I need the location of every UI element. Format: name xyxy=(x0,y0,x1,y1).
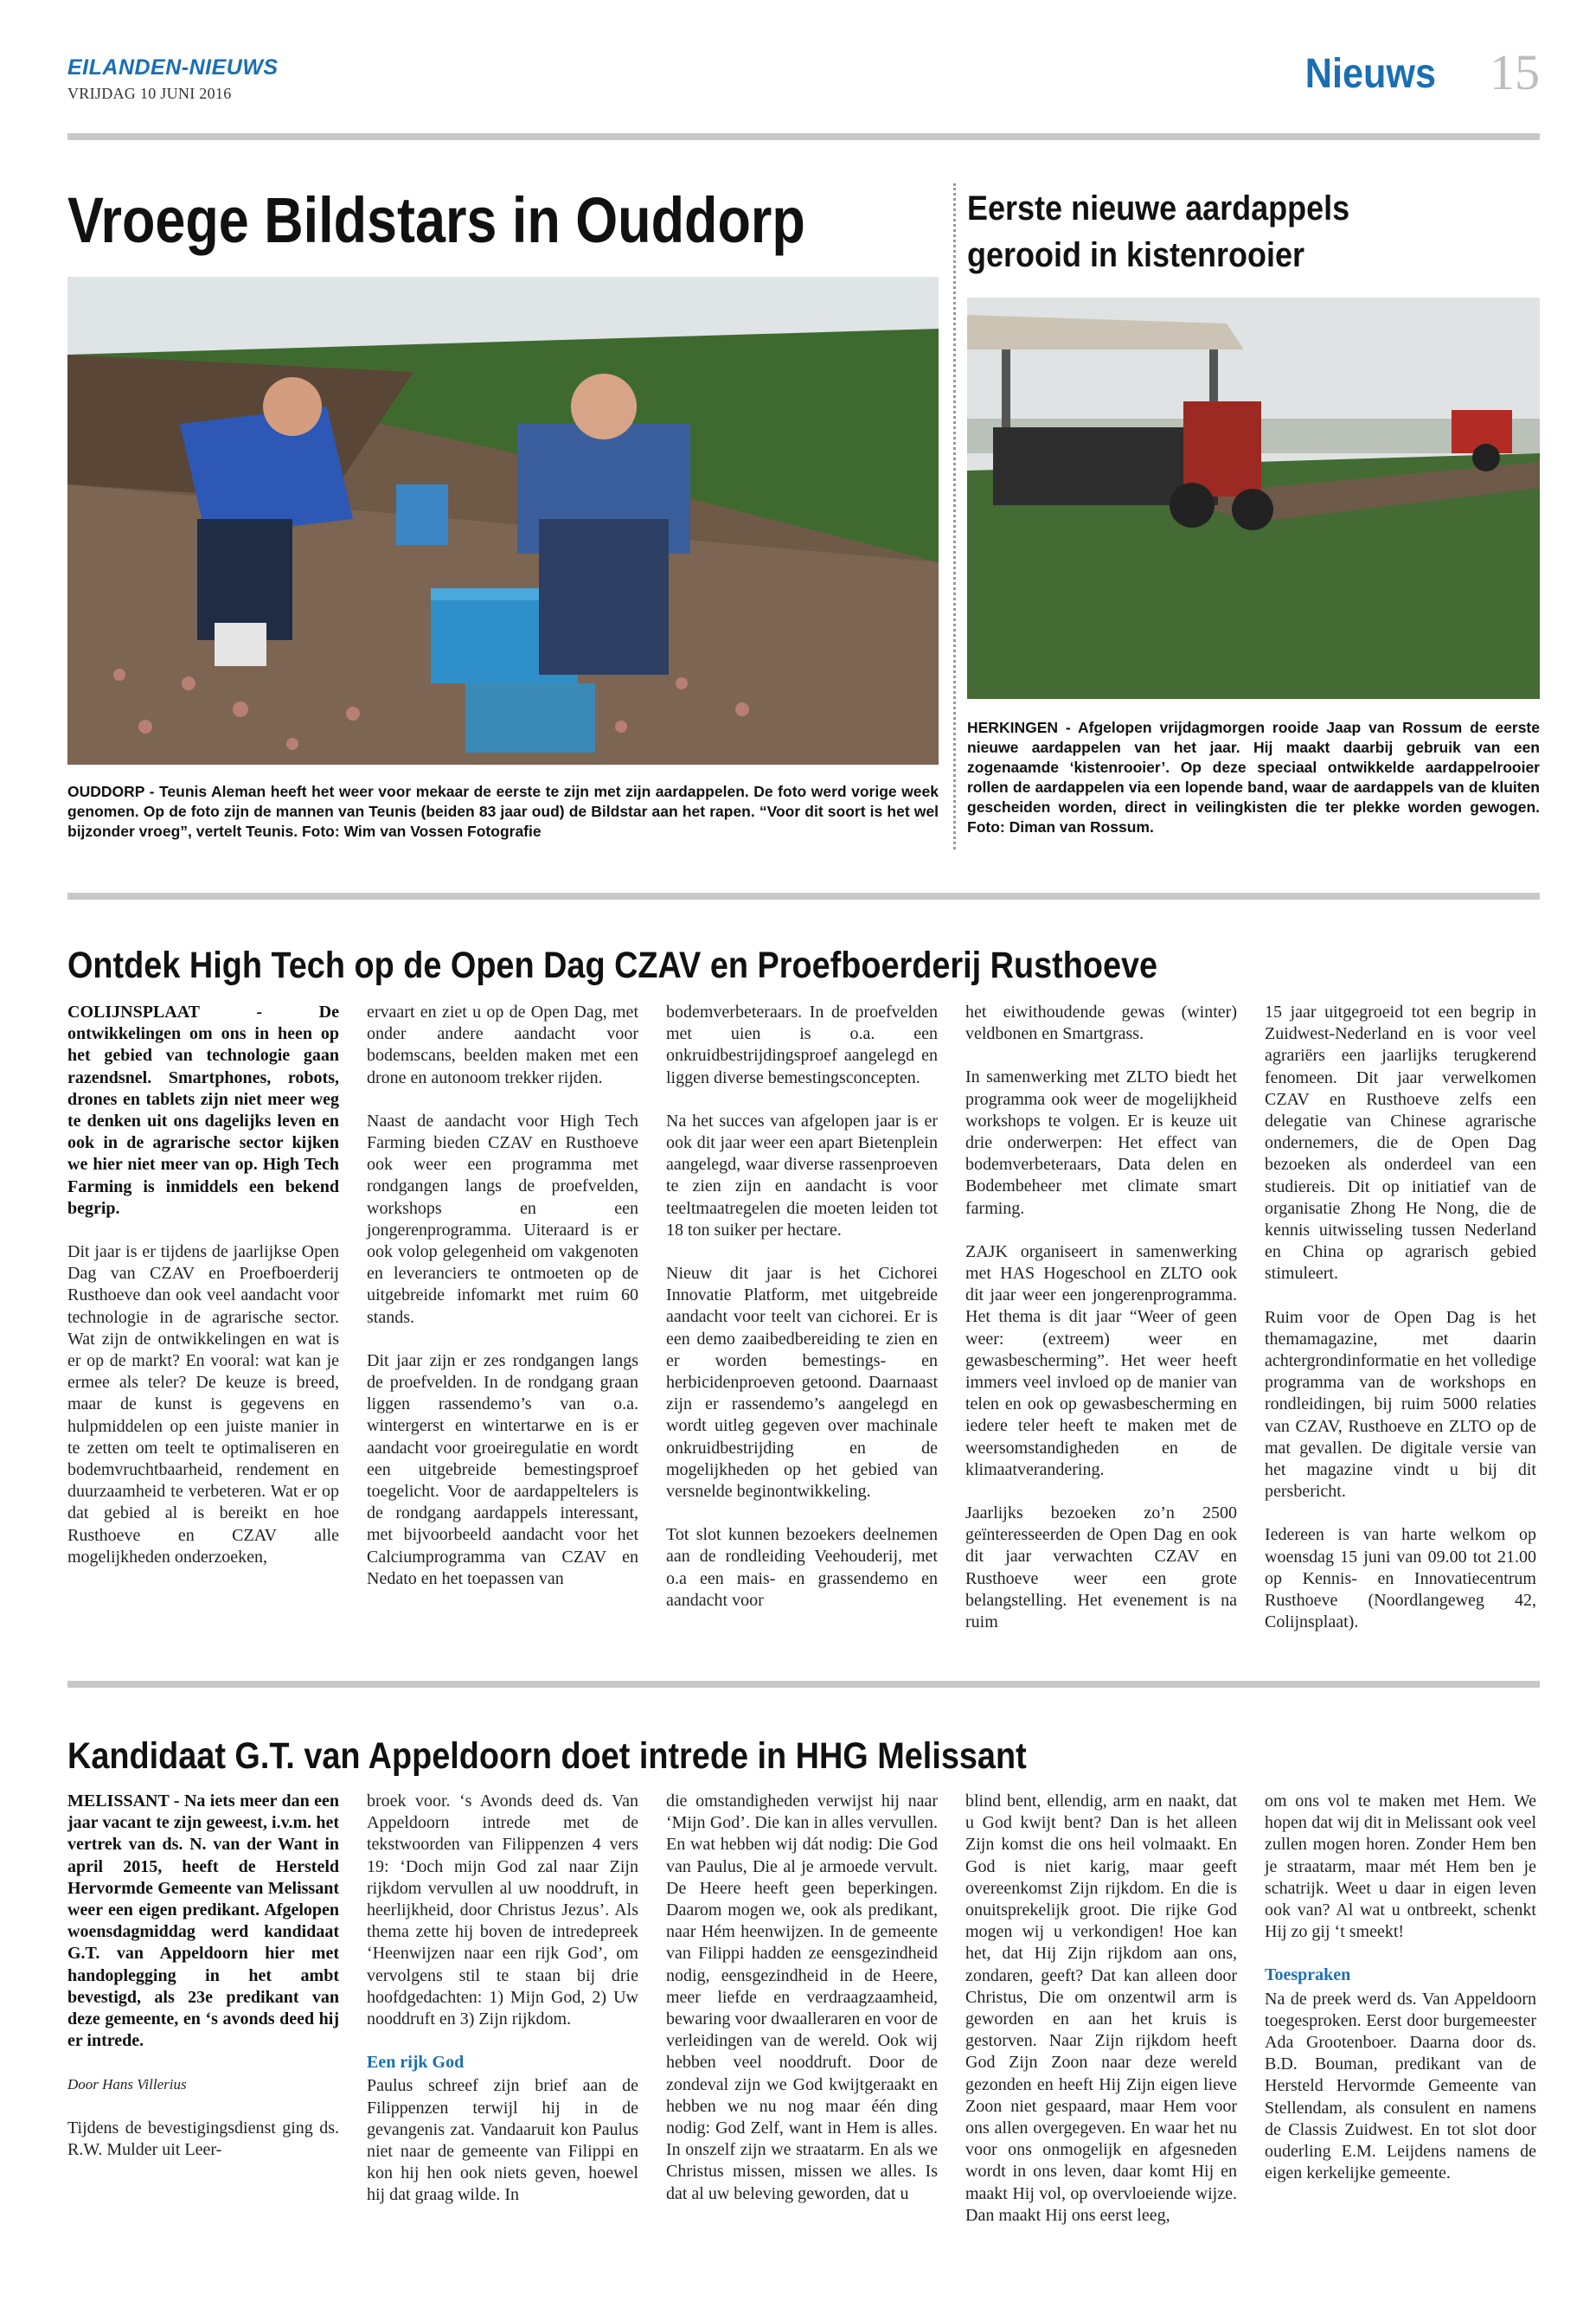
article3-lead: COLIJNSPLAAT - De ontwikkelingen om ons in heen op het gebied van technologie gaan razendsnel. Smartphones, robots, drones en tablets zijn niet meer weg te denken uit ons dagelijks leven en ook in de agrarische sector kijken we hier niet meer van op. High Tech Farming is inmiddels een bekend begrip. xyxy=(67,1003,339,1218)
article3-paragraph: ervaart en ziet u op de Open Dag, met onder andere aandacht voor bodemscans, beelden maken met een drone en autonoom trekker rijden. xyxy=(367,1003,638,1087)
article4-title: Kandidaat G.T. van Appeldoorn doet intrede in HHG Melissant xyxy=(67,1735,1027,1777)
issue-date: VRIJDAG 10 JUNI 2016 xyxy=(67,85,232,102)
article1-caption: OUDDORP - Teunis Aleman heeft het weer voor mekaar de eerste te zijn met zijn aardappelen. De foto werd vorige week genomen. Op de foto zijn de mannen van Teunis (beiden 83 jaar oud) de Bildstar aan het rapen. “Voor dit soort is het wel bijzonder vroeg”, vertelt Teunis. Foto: Wim van Vossen Fotografie xyxy=(67,783,939,840)
article3-paragraph: 15 jaar uitgegroeid tot een begrip in Zuidwest-Nederland en is voor veel agrariërs een jaarlijks terugkerend fenomeen. Dit jaar verwelkomen CZAV en Rusthoeve zelfs een delegatie van Chinese agrarische ondernemers, die de Open Dag bezoeken als onderdeel van een studiereis. Dit op initiatief van de organisatie Zhong He Nong, die de kennis uitwisseling tussen Nederland en China op agrarisch gebied stimuleert. xyxy=(1265,1003,1536,1284)
section-rule xyxy=(67,893,1540,900)
article3-paragraph: het eiwithoudende gewas (winter) veldbonen en Smartgrass. xyxy=(965,1003,1237,1044)
page-number: 15 xyxy=(1490,44,1540,100)
article1-photo xyxy=(67,277,939,765)
article3-paragraph: Naast de aandacht voor High Tech Farming bieden CZAV en Rusthoeve ook weer een programma met rondgangen langs de proefvelden, workshops en een jongerenprogramma. Uiteraard is er ook volop gelegenheid om vakgenoten en leveranciers te ontmoeten op de uitgebreide infomarkt met ruim 60 stands. xyxy=(367,1111,638,1327)
article4-subheading: Een rijk God xyxy=(367,2053,465,2073)
article3-paragraph: In samenwerking met ZLTO biedt het programma ook weer de mogelijkheid workshops te volgen. Er is keuze uit drie onderwerpen: Het effect van bodemverbeteraars, Data delen en Bodembeheer met climate smart farming. xyxy=(965,1067,1237,1218)
article3-paragraph: bodemverbeteraars. In de proefvelden met uien is o.a. een onkruidbestrijdingsproef aangelegd en liggen diverse bemestingsconcepten. xyxy=(666,1003,938,1087)
article3-paragraph: ZAJK organiseert in samenwerking met HAS Hogeschool en ZLTO ook dit jaar weer een jongerenprogramma. Het thema is dit jaar “Weer of geen weer: (extreem) weer en gewasbescherming”. Het weer heeft immers veel invloed op de manier van telen en ook op gewasbescherming en iedere teler heeft te maken met de weersomstandigheden en de klimaatverandering. xyxy=(965,1241,1237,1479)
article3-paragraph: Jaarlijks bezoeken zo’n 2500 geïnteresseerden de Open Dag en ook dit jaar verwachten CZAV en Rusthoeve weer een grote belangstelling. Het evenement is na ruim xyxy=(965,1503,1237,1632)
article3-column-3 xyxy=(666,1002,938,1633)
article3-paragraph: Nieuw dit jaar is het Cichorei Innovatie Platform, met uitgebreide aandacht voor teelt van cichorei. Er is een demo zaaibedbereiding te zien en er worden bemestings- en herbicidenproeven getoond. Daarnaast zijn er rassendemo’s aangelegd en wordt uitleg gegeven over machinale onkruidbestrijding en de mogelijkheden op het gebied van versnelde beginontwikkeling. xyxy=(666,1264,938,1502)
article2-title: Eerste nieuwe aardappels gerooid in kistenrooier xyxy=(967,189,1350,274)
column-divider xyxy=(953,183,956,849)
article1-title: Vroege Bildstars in Ouddorp xyxy=(67,184,805,256)
masthead-logo: EILANDEN-NIEUWS xyxy=(67,55,279,80)
article4-paragraph: die omstandigheden verwijst hij naar ‘Mijn God’. Die kan in alles vervullen. En wat hebben wij dát nodig: Die God van Paulus, Die al je armoede vervult. De Heere heeft geen beperkingen. Daarom mogen we, ook als predikant, naar Hém heenwijzen. In de gemeente van Filippi hadden ze eensgezindheid nodig, eensgezindheid in de Heere, meer liefde en verdraagzaamheid, bewaring voor dwaalleraren en voor de verleidingen van de wereld. Ook wij hebben veel nooddruft. Door de zondeval zijn we God kwijtgeraakt en hebben we nu nog maar één ding nodig: God Zelf, want in Hem is alles. In onszelf zijn we straatarm. En als we Christus missen, missen we alles. Is dat al uw beleving geworden, dat u xyxy=(666,1791,938,2203)
article4-column-5 xyxy=(1265,1791,1536,2206)
article4-subheading: Toespraken xyxy=(1265,1965,1351,1985)
article4-column-3 xyxy=(666,1791,938,2227)
section-rule xyxy=(67,1681,1540,1688)
article2-caption: HERKINGEN - Afgelopen vrijdagmorgen rooide Jaap van Rossum de eerste nieuwe aardappelen van het jaar. Hij maakt daarbij gebruik van een zogenaamde ‘kistenrooier’. Op deze speciaal ontwikkelde aardappelrooier rollen de aardappelen via een lopende band, waar de aardappels van de kluiten gescheiden worden, direct in veilingkisten die ter plekke worden gewogen. Foto: Diman van Rossum. xyxy=(967,719,1540,836)
article2-photo xyxy=(967,298,1540,699)
article3-column-2 xyxy=(367,1002,638,1612)
article3-column-4 xyxy=(965,1002,1237,1655)
article4-column-2 xyxy=(367,1791,638,2228)
section-title: Nieuws xyxy=(1304,51,1436,97)
article4-paragraph: blind bent, ellendig, arm en naakt, dat u God kwijt bent? Dan is het alleen Zijn komst die ons heil volmaakt. En God is niet karig, maar geeft overeenkomst Zijn rijkdom. En die is onuitsprekelijk groot. Die rijke God mogen wij u verkondigen! Hoe kan het, dat Hij Zijn rijkdom aan ons, zondaren, geeft? Dat kan alleen door Christus, Die om onzentwil arm is geworden en aan het kruis is gestorven. Naar Zijn rijkdom heeft God Zijn Zoon naar deze wereld gezonden en heeft Hij Zijn eigen lieve Zoon niet gespaard, maar Hem voor ons allen overgegeven. En waar het nu voor ons onmogelijk en afgesneden wordt in ons leven, daar komt Hij en maakt Hij vol, op overvloeiende wijze. Dan maakt Hij ons eerst leeg, xyxy=(965,1791,1237,2225)
article4-paragraph: om ons vol te maken met Hem. We hopen dat wij dit in Melissant ook veel zullen mogen horen. Zonder Hem ben je straatarm, maar mét Hem ben je schatrijk. Weet u daar in eigen leven ook van? Al wat u ontbreekt, schenkt Hij zo gij ‘t smeekt! xyxy=(1265,1791,1536,1942)
article4-column-1 xyxy=(67,1791,339,2182)
article4-paragraph: Na de preek werd ds. Van Appeldoorn toegesproken. Eerst door burgemeester Ada Grootenboer. Daarna door ds. B.D. Bouman, predikant van de Hersteld Hervormde Gemeente van Stellendam, als consulent en namens de Classis Zuidwest. En tot slot door ouderling E.M. Leijdens namens de eigen kerkelijke gemeente. xyxy=(1265,1989,1536,2183)
article3-title: Ontdek High Tech op de Open Dag CZAV en Proefboerderij Rusthoeve xyxy=(67,945,1158,986)
article4-paragraph: Tijdens de bevestigingsdienst ging ds. R.W. Mulder uit Leer- xyxy=(67,2118,339,2159)
article4-lead: MELISSANT - Na iets meer dan een jaar vacant te zijn geweest, i.v.m. het vertrek van ds. N. van der Want in april 2015, heeft de Hersteld Hervormde Gemeente van Melissant weer een eigen predikant. Afgelopen woensdagmiddag werd kandidaat G.T. van Appeldoorn hier met handoplegging in het ambt bevestigd, als 23e predikant van deze gemeente, en ‘s avonds deed hij er intrede. xyxy=(67,1791,339,2051)
article3-paragraph: Dit jaar is er tijdens de jaarlijkse Open Dag van CZAV en Proefboerderij Rusthoeve dan ook veel aandacht voor technologie in de agrarische sector. Wat zijn de ontwikkelingen en wat is er op de markt? En vooral: wat kan je ermee als teler? De keuze is breed, maar de kunst is gegevens en hulpmiddelen op een juiste manier in te zetten om teelt te optimaliseren en bodemvruchtbaarheid, rendement en duurzaamheid te verbeteren. Wat er op dat gebied al is bereikt en hoe Rusthoeve en CZAV alle mogelijkheden onderzoeken, xyxy=(67,1242,339,1567)
article4-paragraph: Paulus schreef zijn brief aan de Filippenzen terwijl hij in de gevangenis zat. Vandaaruit kon Paulus niet naar de gemeente van Filippi en kon hij hen ook niets geven, hoewel hij dat graag wilde. In xyxy=(367,2076,638,2205)
article3-column-5 xyxy=(1265,1002,1536,1655)
article3-paragraph: Tot slot kunnen bezoekers deelnemen aan de rondleiding Veehouderij, met o.a een mais- en grassendemo en aandacht voor xyxy=(666,1525,938,1610)
article3-paragraph: Na het succes van afgelopen jaar is er ook dit jaar weer een apart Bietenplein aangelegd, waar diverse rassenproeven te zien zijn en aandacht is voor teeltmaatregelen die moeten leiden tot 18 ton suiker per hectare. xyxy=(666,1111,938,1240)
article3-paragraph: Ruim voor de Open Dag is het themamagazine, met daarin achtergrondinformatie en het volledige programma van de workshops en rondleidingen, bij ruim 5000 relaties van CZAV, Rusthoeve en ZLTO op de mat gevallen. De digitale versie van het magazine vindt u bij dit persbericht. xyxy=(1265,1307,1536,1502)
article3-paragraph: Dit jaar zijn er zes rondgangen langs de proefvelden. In de rondgang graan liggen rassendemo’s van o.a. wintergerst en wintertarwe en is er aandacht voor groeiregulatie en wordt een uitgebreide bemestingsproef toegelicht. Voor de aardappeltelers is de rondgang aardappels interessant, met bijvoorbeeld aandacht voor het Calciumprogramma van CZAV en Nedato en het toepassen van xyxy=(367,1350,638,1588)
header-rule xyxy=(67,133,1540,140)
article4-paragraph: broek voor. ‘s Avonds deed ds. Van Appeldoorn intrede met de tekstwoorden van Filippenzen 4 vers 19: ‘Doch mijn God zal naar Zijn rijkdom vervullen al uw nooddruft, in heerlijkheid, door Christus Jezus’. Als thema zette hij boven de intredepreek ‘Heenwijzen naar een rijk God’, om vervolgens stil te staan bij drie hoofdgedachten: 1) Mijn God, 2) Uw nooddruft en 3) Zijn rijkdom. xyxy=(367,1791,638,2029)
article4-byline: Door Hans Villerius xyxy=(67,2076,187,2093)
article3-paragraph: Iedereen is van harte welkom op woensdag 15 juni van 09.00 tot 21.00 op Kennis- en Innovatiecentrum Rusthoeve (Noordlangeweg 42, Colijnsplaat). xyxy=(1265,1525,1536,1632)
article4-column-4 xyxy=(965,1791,1237,2248)
article3-column-1 xyxy=(67,1002,339,1590)
